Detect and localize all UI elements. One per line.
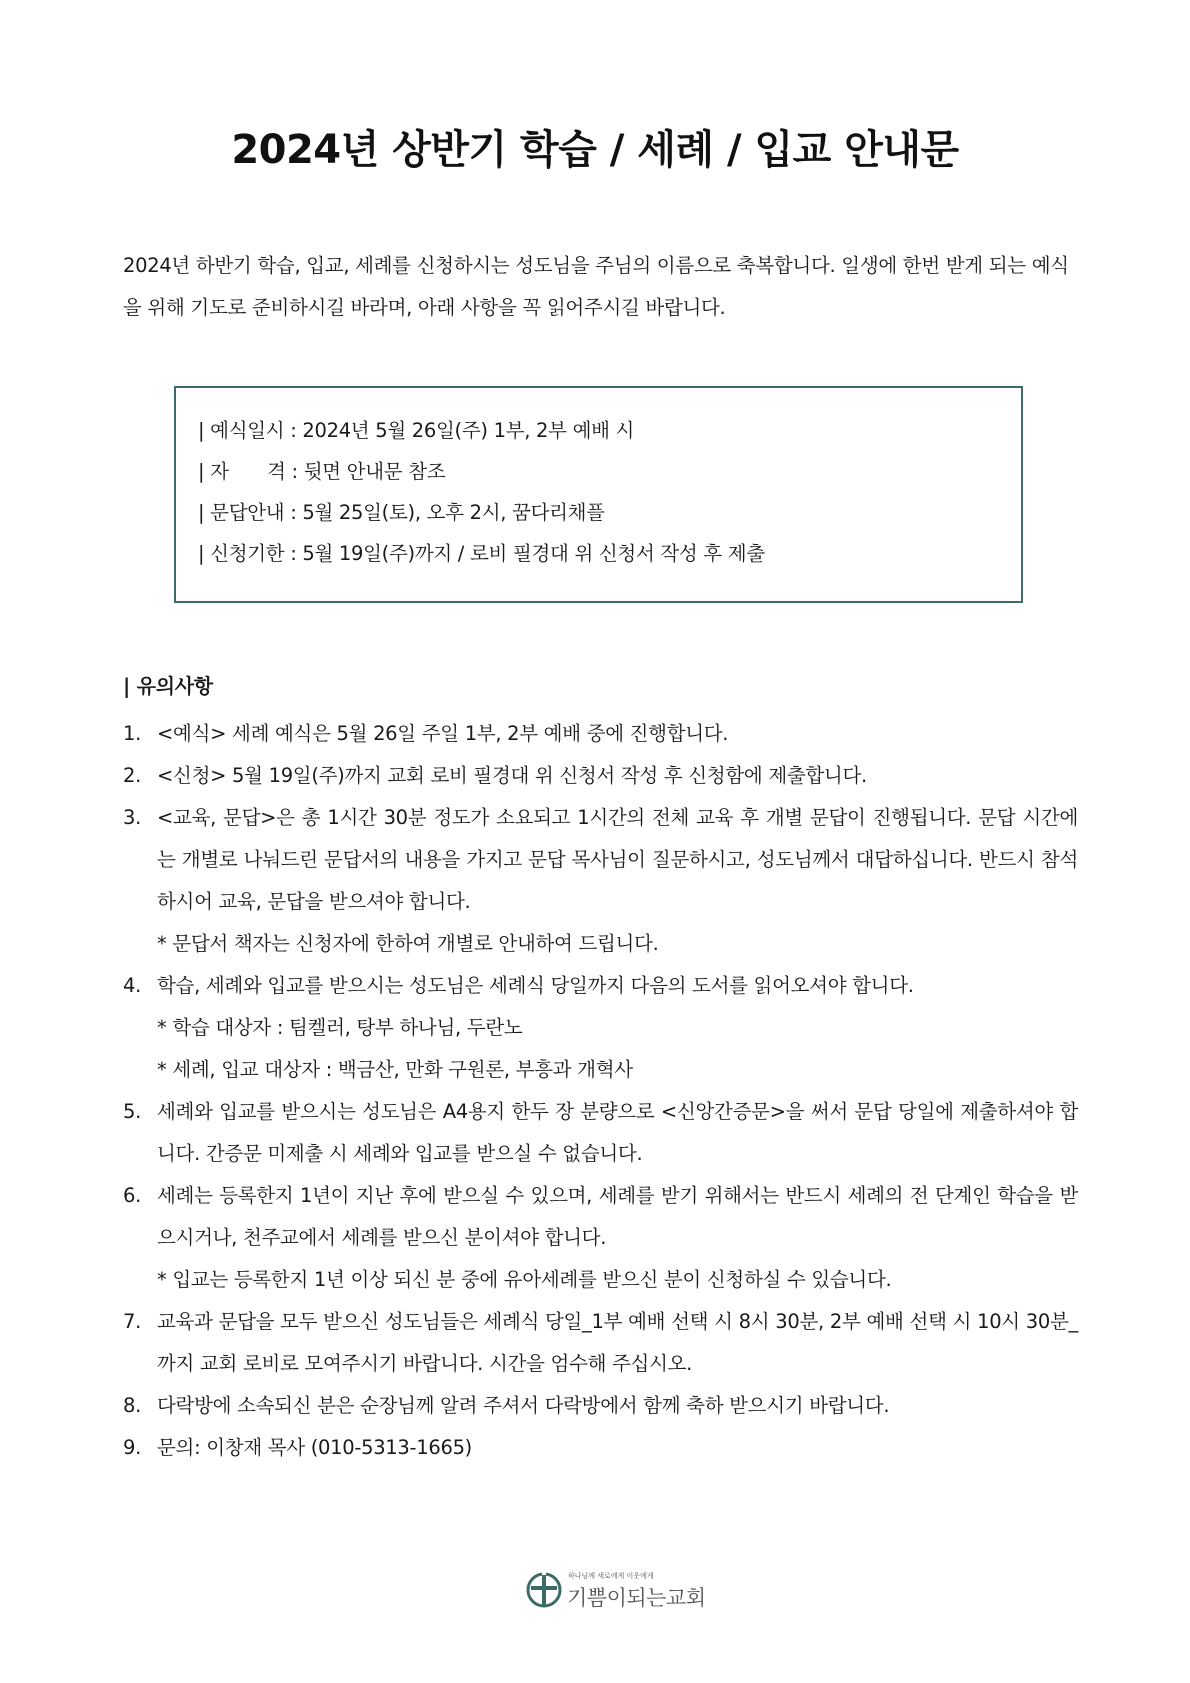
info-ceremony-date: | 예식일시 : 2024년 5월 26일(주) 1부, 2부 예배 시 bbox=[198, 419, 635, 442]
note-number: 9. bbox=[123, 1436, 142, 1459]
info-box bbox=[174, 386, 1023, 603]
note-number: 4. bbox=[123, 974, 142, 997]
note-text: 교육과 문답을 모두 받으신 성도님들은 세례식 당일_1부 예배 선택 시 8시 30분, 2부 예배 선택 시 10시 30분_까지 교회 로비로 모여주시기 바랍니다. 시간을 엄수해 주십시오. bbox=[157, 1310, 1078, 1375]
note-item bbox=[123, 797, 1078, 965]
note-number: 7. bbox=[123, 1310, 142, 1333]
note-item bbox=[123, 1091, 1078, 1175]
note-number: 3. bbox=[123, 806, 142, 829]
note-text: 세례와 입교를 받으시는 성도님은 A4용지 한두 장 분량으로 <신앙간증문>을 써서 문답 당일에 제출하셔야 합니다. 간증문 미제출 시 세례와 입교를 받으실 수 없습니다. bbox=[157, 1100, 1078, 1165]
note-number: 2. bbox=[123, 764, 142, 787]
note-item bbox=[123, 713, 1078, 755]
note-number: 5. bbox=[123, 1100, 142, 1123]
note-subnote: * 문답서 책자는 신청자에 한하여 개별로 안내하여 드립니다. bbox=[157, 932, 659, 955]
note-text: <교육, 문답>은 총 1시간 30분 정도가 소요되고 1시간의 전체 교육 후 개별 문답이 진행됩니다. 문답 시간에는 개별로 나눠드린 문답서의 내용을 가지고 문답 목사님이 질문하시고, 성도님께서 대답하십니다. 반드시 참석하시어 교육, 문답을 받으셔야 합니다. bbox=[157, 806, 1078, 913]
info-deadline: | 신청기한 : 5월 19일(주)까지 / 로비 필경대 위 신청서 작성 후 제출 bbox=[198, 542, 765, 565]
note-subnote: * 세례, 입교 대상자 : 백금산, 만화 구원론, 부흥과 개혁사 bbox=[157, 1058, 633, 1081]
church-logo bbox=[525, 1565, 706, 1613]
note-item bbox=[123, 965, 1078, 1091]
note-text: 학습, 세례와 입교를 받으시는 성도님은 세례식 당일까지 다음의 도서를 읽어오셔야 합니다. bbox=[157, 974, 914, 997]
note-subnote: * 입교는 등록한지 1년 이상 되신 분 중에 유아세례를 받으신 분이 신청하실 수 있습니다. bbox=[157, 1268, 892, 1291]
note-text: 다락방에 소속되신 분은 순장님께 알려 주셔서 다락방에서 함께 축하 받으시기 바랍니다. bbox=[157, 1394, 890, 1417]
logo-name: 기쁨이되는교회 bbox=[567, 1586, 706, 1610]
intro-paragraph: 2024년 하반기 학습, 입교, 세례를 신청하시는 성도님을 주님의 이름으로 축복합니다. 일생에 한번 받게 되는 예식을 위해 기도로 준비하시길 바라며, 아래 사항을 꼭 읽어주시길 바랍니다. bbox=[123, 254, 1069, 319]
info-interview: | 문답안내 : 5월 25일(토), 오후 2시, 꿈다리채플 bbox=[198, 501, 605, 524]
note-text: <신청> 5월 19일(주)까지 교회 로비 필경대 위 신청서 작성 후 신청함에 제출합니다. bbox=[157, 764, 867, 787]
note-number: 8. bbox=[123, 1394, 142, 1417]
note-number: 1. bbox=[123, 722, 142, 745]
note-item bbox=[123, 755, 1078, 797]
note-item bbox=[123, 1301, 1078, 1385]
section-title-notes: | 유의사항 bbox=[123, 674, 213, 698]
note-text: 세례는 등록한지 1년이 지난 후에 받으실 수 있으며, 세례를 받기 위해서는 반드시 세례의 전 단계인 학습을 받으시거나, 천주교에서 세례를 받으신 분이셔야 합니다. bbox=[157, 1184, 1078, 1249]
page-title: 2024년 상반기 학습 / 세례 / 입교 안내문 bbox=[231, 127, 959, 173]
note-subnote: * 학습 대상자 : 팀켈러, 탕부 하나님, 두란노 bbox=[157, 1016, 523, 1039]
note-item bbox=[123, 1175, 1078, 1301]
cross-circle-icon bbox=[525, 1571, 563, 1609]
info-qualification: | 자 격 : 뒷면 안내문 참조 bbox=[198, 460, 446, 483]
note-item bbox=[123, 1385, 1078, 1427]
note-text: <예식> 세례 예식은 5월 26일 주일 1부, 2부 예배 중에 진행합니다. bbox=[157, 722, 729, 745]
note-number: 6. bbox=[123, 1184, 142, 1207]
note-item bbox=[123, 1427, 1078, 1469]
note-text: 문의: 이창재 목사 (010-5313-1665) bbox=[157, 1436, 472, 1459]
logo-tagline: 하나님께 세로에게 이웃에게 bbox=[568, 1572, 654, 1580]
notes-list bbox=[123, 713, 1078, 1469]
info-list bbox=[198, 410, 765, 574]
